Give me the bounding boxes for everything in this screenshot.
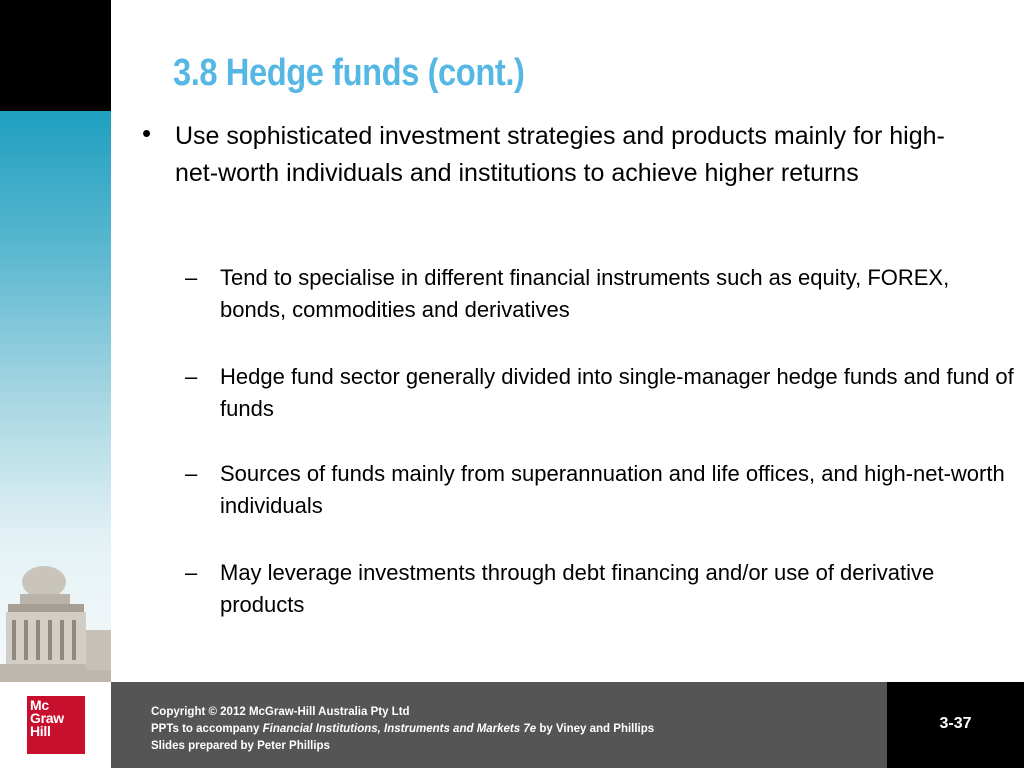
sub-bullet-text: Hedge fund sector generally divided into single-manager hedge funds and fund of funds: [220, 364, 1014, 421]
slide-footer: [0, 682, 1024, 768]
sub-bullet-text: Sources of funds mainly from superannuation and life offices, and high-net-worth individuals: [220, 461, 1005, 518]
page-number: 3-37: [939, 715, 972, 732]
book-title: Financial Institutions, Instruments and Markets 7e: [262, 723, 537, 735]
main-bullet-text: Use sophisticated investment strategies and products mainly for high-net-worth individuals and institutions to achieve higher returns: [175, 122, 945, 187]
ppt-line: PPTs to accompany Financial Institutions, Instruments and Markets 7e by Viney and Phillips: [151, 723, 655, 735]
mcgraw-hill-logo: Mc Graw Hill: [27, 696, 85, 754]
sub-bullet-dash: –: [185, 265, 198, 290]
sub-bullet-dash: –: [185, 364, 198, 389]
bullet-symbol: •: [142, 118, 152, 148]
slide-title: 3.8 Hedge funds (cont.): [173, 52, 525, 94]
page-number-box: [887, 682, 1024, 768]
sub-bullet-dash: –: [185, 560, 198, 585]
copyright-line: Copyright © 2012 McGraw-Hill Australia Pty Ltd: [151, 706, 410, 718]
logo-area: [0, 682, 111, 768]
sub-bullet-text: May leverage investments through debt financing and/or use of derivative products: [220, 560, 935, 617]
footer-text-panel: [111, 682, 887, 768]
sub-bullet-text: Tend to specialise in different financial instruments such as equity, FOREX, bonds, commodities and derivatives: [220, 265, 950, 322]
footer-credits: [151, 704, 654, 755]
prepared-by-line: Slides prepared by Peter Phillips: [151, 740, 330, 752]
sub-bullet-dash: –: [185, 461, 198, 486]
